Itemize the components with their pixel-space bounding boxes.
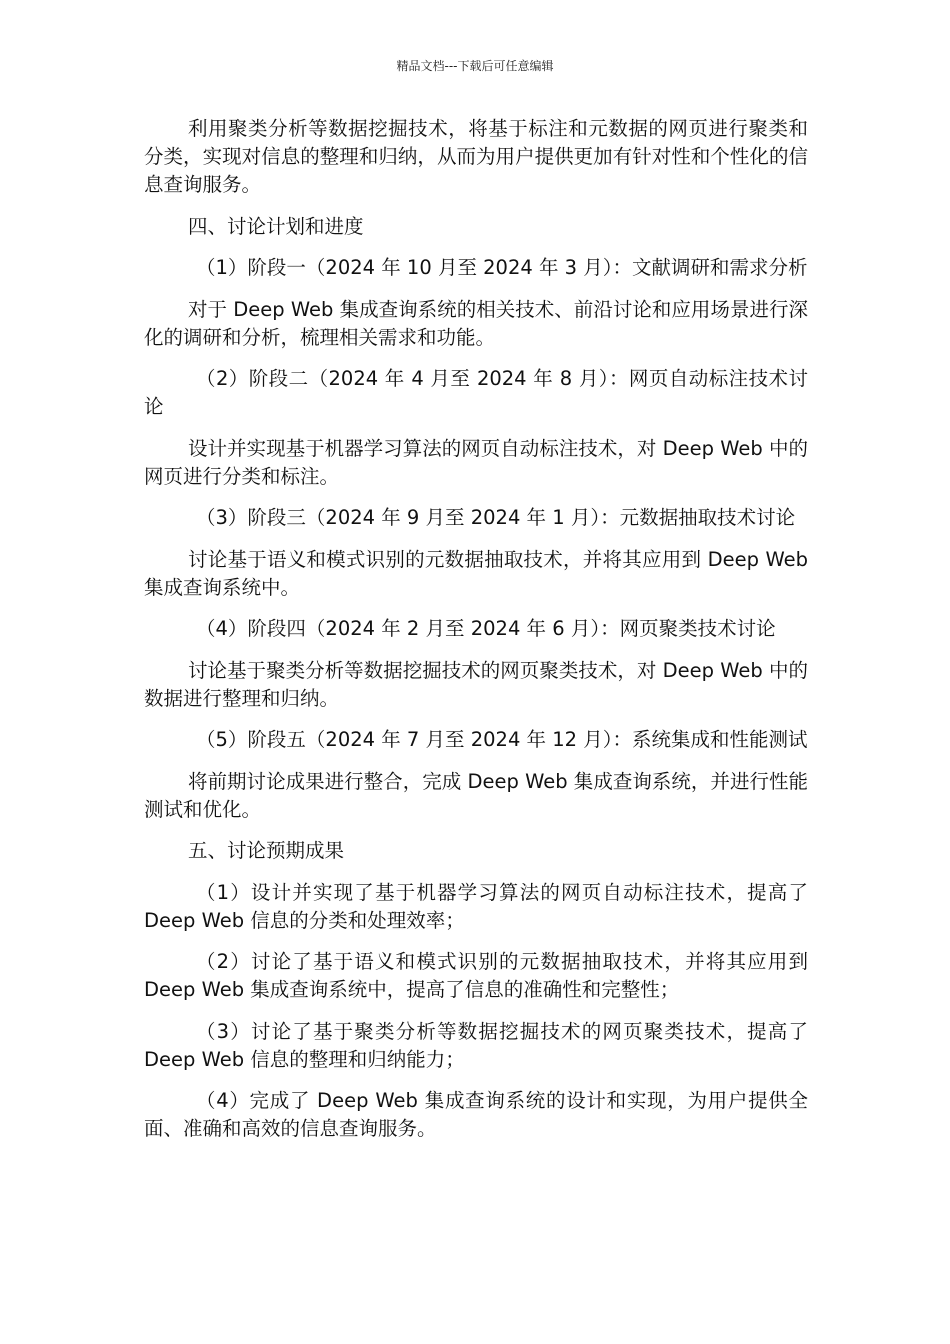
- stage-3-description: 讨论基于语义和模式识别的元数据抽取技术，并将其应用到 Deep Web 集成查询系统中。: [144, 547, 808, 599]
- stage-5-heading: （5）阶段五（2024 年 7 月至 2024 年 12 月）：系统集成和性能测试: [196, 728, 808, 751]
- stage-1-description: 对于 Deep Web 集成查询系统的相关技术、前沿讨论和应用场景进行深化的调研和分析，梳理相关需求和功能。: [144, 297, 808, 349]
- stage-4-heading: （4）阶段四（2024 年 2 月至 2024 年 6 月）：网页聚类技术讨论: [196, 617, 776, 640]
- expected-result-2: （2）讨论了基于语义和模式识别的元数据抽取技术，并将其应用到 Deep Web 集成查询系统中，提高了信息的准确性和完整性；: [144, 950, 808, 1001]
- stage-4-description: 讨论基于聚类分析等数据挖掘技术的网页聚类技术，对 Deep Web 中的数据进行整理和归纳。: [144, 658, 808, 710]
- stage-2-heading: （2）阶段二（2024 年 4 月至 2024 年 8 月）：网页自动标注技术讨论: [144, 367, 808, 418]
- section-heading-plan-progress: 四、讨论计划和进度: [188, 214, 364, 238]
- section-heading-expected-results: 五、讨论预期成果: [188, 839, 345, 862]
- stage-2-description: 设计并实现基于机器学习算法的网页自动标注技术，对 Deep Web 中的网页进行分类和标注。: [144, 436, 808, 488]
- stage-1-heading: （1）阶段一（2024 年 10 月至 2024 年 3 月）：文献调研和需求分析: [196, 256, 808, 279]
- expected-result-3: （3）讨论了基于聚类分析等数据挖掘技术的网页聚类技术，提高了 Deep Web 信息的整理和归纳能力；: [144, 1019, 808, 1071]
- paragraph-clustering-summary: 利用聚类分析等数据挖掘技术，将基于标注和元数据的网页进行聚类和分类，实现对信息的整理和归纳，从而为用户提供更加有针对性和个性化的信息查询服务。: [144, 117, 808, 196]
- document-body: [144, 115, 808, 1157]
- stage-5-description: 将前期讨论成果进行整合，完成 Deep Web 集成查询系统，并进行性能测试和优化。: [144, 769, 808, 821]
- expected-result-4: （4）完成了 Deep Web 集成查询系统的设计和实现，为用户提供全面、准确和高效的信息查询服务。: [144, 1089, 808, 1140]
- expected-result-1: （1）设计并实现了基于机器学习算法的网页自动标注技术，提高了 Deep Web 信息的分类和处理效率；: [144, 880, 808, 932]
- stage-3-heading: （3）阶段三（2024 年 9 月至 2024 年 1 月）：元数据抽取技术讨论: [196, 506, 796, 529]
- page-header: 精品文档---下载后可任意编辑: [396, 59, 554, 73]
